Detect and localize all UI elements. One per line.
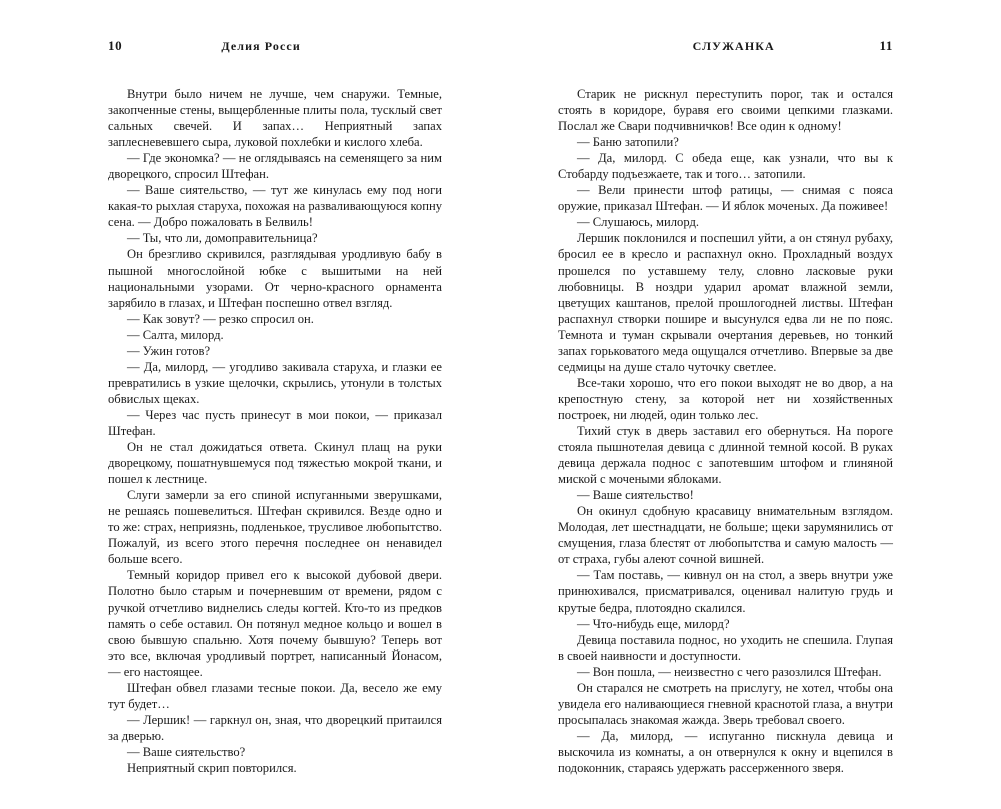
paragraph: Неприятный скрип повторился. xyxy=(127,760,297,775)
body-text-right xyxy=(558,86,893,776)
paragraph: — Баню затопили? xyxy=(577,135,679,150)
author-name: Делия Росси xyxy=(221,39,301,53)
paragraph: — Лершик! — гаркнул он, зная, что дворецкий притаился за дверью. xyxy=(108,712,442,743)
body-text-left xyxy=(108,86,442,776)
paragraph: Внутри было ничем не лучше, чем снаружи. Темные, закопченные стены, выщербленные плиты пола, тусклый свет сальных свечей. И запах… Неприятный запах заплесневевшего сыра, луковой похлебки и кислого хлеба. xyxy=(108,87,442,150)
paragraph: Темный коридор привел его к высокой дубовой двери. Полотно было старым и почерневшим от времени, рядом с ручкой отчетливо виднелись следы когтей. Кто-то из предков память о себе оставил. Он потянул медное кольцо и вошел в свою бывшую спальню. Хотя почему бывшую? Теперь вот это все, включая уродливый портрет, написанный Йонасом, — его настоящее. xyxy=(108,568,442,679)
paragraph: — Ваше сиятельство! xyxy=(577,488,694,503)
paragraph: — Ты, что ли, домоправительница? xyxy=(127,231,318,246)
paragraph: — Да, милорд, — угодливо закивала старуха, и глазки ее превратились в узкие щелочки, скрылись, утонули в толстых обвислых щеках. xyxy=(108,359,442,406)
paragraph: — Там поставь, — кивнул он на стол, а зверь внутри уже принюхивался, присматривался, оценивал налитую грудь и крутые бедра, плотоядно скалился. xyxy=(558,568,893,615)
paragraph: Он не стал дожидаться ответа. Скинул плащ на руки дворецкому, пошатнувшемуся под тяжестью мокрой ткани, и пошел к лестнице. xyxy=(108,440,442,487)
paragraph: — Ваше сиятельство? xyxy=(127,744,246,759)
paragraph: Он брезгливо скривился, разглядывая уродливую бабу в пышной многослойной юбке с вышитыми на ней национальными узорами. От черно-красного орнамента зарябило в глазах, и Штефан поспешно отвел взгляд. xyxy=(108,247,442,310)
paragraph: Девица поставила поднос, но уходить не спешила. Глупая в своей наивности и доступности. xyxy=(558,632,893,663)
paragraph: Штефан обвел глазами тесные покои. Да, весело же ему тут будет… xyxy=(108,680,442,711)
running-head-right xyxy=(558,38,893,72)
paragraph: Он старался не смотреть на прислугу, не хотел, чтобы она увидела его наливающиеся гневной краснотой глаза, а внутри просыпалась знакомая жажда. Зверь требовал своего. xyxy=(558,680,893,727)
paragraph: — Как зовут? — резко спросил он. xyxy=(127,311,314,326)
paragraph: — Слушаюсь, милорд. xyxy=(577,215,700,230)
paragraph: Тихий стук в дверь заставил его обернуться. На пороге стояла пышнотелая девица с длинной темной косой. В руках девица держала поднос с запотевшим штофом и глиняной миской с мочеными яблоками. xyxy=(558,423,893,487)
paragraph: Старик не рискнул переступить порог, так и остался стоять в коридоре, буравя его своими цепкими глазками. Послал же Свари подчивничков! Все один к одному! xyxy=(558,87,893,134)
paragraph: — Салта, милорд. xyxy=(127,327,224,342)
paragraph: — Где экономка? — не оглядываясь на семенящего за ним дворецкого, спросил Штефан. xyxy=(108,151,442,182)
page-number-left: 10 xyxy=(108,38,123,53)
page-left xyxy=(0,38,500,809)
page-number-right: 11 xyxy=(879,38,893,53)
paragraph: — Через час пусть принесут в мои покои, — приказал Штефан. xyxy=(108,407,442,438)
paragraph: — Да, милорд. С обеда еще, как узнали, что вы к Стобарду подъезжаете, так и того… затопили. xyxy=(558,151,893,182)
paragraph: — Вон пошла, — неизвестно с чего разозлился Штефан. xyxy=(577,664,882,679)
paragraph: Лершик поклонился и поспешил уйти, а он стянул рубаху, бросил ее в кресло и распахнул окно. Прохладный воздух прошелся по уставшему телу, словно ласковые руки любовницы. В ноздри ударил аромат влажной земли, цветущих каштанов, прелой прошлогодней листвы. Штефан распахнул створки пошире и высунулся едва ли не по пояс. Темнота и туман скрывали очертания деревьев, но тонкий запах горьковатого меда ощущался отчетливо. Впервые за две седмицы на душе стало чуточку светлее. xyxy=(558,231,893,374)
paragraph: — Ужин готов? xyxy=(127,343,211,358)
paragraph: — Ваше сиятельство, — тут же кинулась ему под ноги какая-то рыхлая старуха, похожая на разваливающуюся копну сена. — Добро пожаловать в Белвиль! xyxy=(108,183,442,230)
paragraph: Слуги замерли за его спиной испуганными зверушками, не решаясь пошевелиться. Штефан скривился. Везде одно и то же: страх, неприязнь, подленькое, трусливое любопытство. Пожалуй, из всего этого перечня последнее он ненавидел больше всего. xyxy=(108,488,442,567)
paragraph: — Что-нибудь еще, милорд? xyxy=(577,616,730,631)
paragraph: — Да, милорд, — испуганно пискнула девица и выскочила из комнаты, а он отвернулся к окну и вцепился в подоконник, стараясь удержать рассерженного зверя. xyxy=(558,728,893,775)
running-head-left xyxy=(108,38,442,72)
page-right xyxy=(500,38,1001,809)
paragraph: — Вели принести штоф ратицы, — снимая с пояса оружие, приказал Штефан. — И яблок моченых. Да поживее! xyxy=(558,183,893,214)
paragraph: Все-таки хорошо, что его покои выходят не во двор, а на крепостную стену, за которой нет ни хозяйственных построек, ни людей, один только лес. xyxy=(558,375,893,422)
book-title: СЛУЖАНКА xyxy=(692,39,775,53)
paragraph: Он окинул сдобную красавицу внимательным взглядом. Молодая, лет шестнадцати, не больше; щеки зарумянились от смущения, глаза блестят от любопытства и самую малость — от страха, губы алеют сочной вишней. xyxy=(558,504,893,567)
